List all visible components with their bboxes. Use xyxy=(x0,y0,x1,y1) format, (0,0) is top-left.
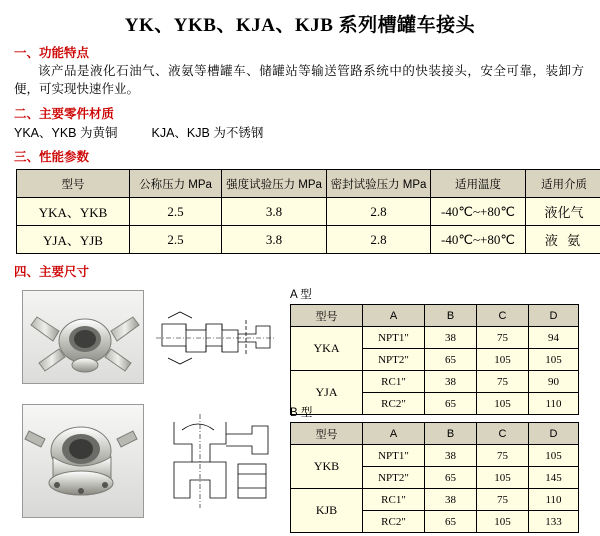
cell-a: RC2" xyxy=(363,511,425,533)
cell-b: 65 xyxy=(425,511,477,533)
th-a: A xyxy=(363,305,425,327)
type-label-a: A 型 xyxy=(290,286,580,302)
material-left-text: YKA、YKB 为黄铜 xyxy=(14,126,118,140)
cell-b: 38 xyxy=(425,371,477,393)
cell-c: 105 xyxy=(477,511,529,533)
cell-a: NPT2" xyxy=(363,467,425,489)
features-paragraph: 该产品是液化石油气、液氨等槽罐车、储罐站等输送管路系统中的快装接头，安全可靠，装卸方便，可实现快速作业。 xyxy=(14,62,584,98)
table-row xyxy=(291,445,579,467)
cell-strength-test-pressure: 3.8 xyxy=(222,198,327,226)
cell-d: 94 xyxy=(529,327,579,349)
th-b: B xyxy=(425,305,477,327)
th-model: 型号 xyxy=(291,423,363,445)
material-right-text: KJA、KJB 为不锈钢 xyxy=(152,126,264,140)
cell-a: RC2" xyxy=(363,393,425,415)
cell-model: YKA、YKB xyxy=(17,198,130,226)
th-c: C xyxy=(477,305,529,327)
table-row xyxy=(291,489,579,511)
th-d: D xyxy=(529,423,579,445)
cell-model: YKA xyxy=(291,327,363,371)
cell-d: 145 xyxy=(529,467,579,489)
dimension-block-a xyxy=(290,286,580,415)
section-heading-material: 二、主要零件材质 xyxy=(14,104,600,122)
th-b: B xyxy=(425,423,477,445)
section-heading-dimensions: 四、主要尺寸 xyxy=(14,262,600,280)
cell-b: 65 xyxy=(425,393,477,415)
cell-b: 38 xyxy=(425,489,477,511)
cell-d: 110 xyxy=(529,393,579,415)
cell-b: 65 xyxy=(425,467,477,489)
th-a: A xyxy=(363,423,425,445)
cell-c: 75 xyxy=(477,489,529,511)
cell-model: YKB xyxy=(291,445,363,489)
section-heading-features: 一、功能特点 xyxy=(14,43,600,61)
cell-nominal-pressure: 2.5 xyxy=(130,226,222,254)
cell-b: 38 xyxy=(425,327,477,349)
th-strength-test-pressure: 强度试验压力 MPa xyxy=(222,170,327,198)
table-header-row xyxy=(291,423,579,445)
product-photo-b xyxy=(22,404,144,518)
cell-a: NPT1" xyxy=(363,327,425,349)
th-seal-test-pressure: 密封试验压力 MPa xyxy=(327,170,431,198)
dimension-block-b xyxy=(290,404,580,533)
material-line xyxy=(14,123,600,141)
cell-model: YJA xyxy=(291,371,363,415)
technical-drawing-b xyxy=(152,404,278,516)
cell-seal-test-pressure: 2.8 xyxy=(327,226,431,254)
cell-strength-test-pressure: 3.8 xyxy=(222,226,327,254)
th-d: D xyxy=(529,305,579,327)
table-row xyxy=(17,198,600,226)
cell-a: RC1" xyxy=(363,371,425,393)
th-c: C xyxy=(477,423,529,445)
table-header-row xyxy=(17,170,600,198)
type-label-b: B 型 xyxy=(290,404,580,420)
cell-c: 75 xyxy=(477,445,529,467)
th-model: 型号 xyxy=(17,170,130,198)
cell-model: KJB xyxy=(291,489,363,533)
table-header-row xyxy=(291,305,579,327)
cell-c: 105 xyxy=(477,467,529,489)
section-heading-performance: 三、性能参数 xyxy=(14,147,600,165)
cell-model: YJA、YJB xyxy=(17,226,130,254)
dimension-table-a xyxy=(290,304,579,415)
performance-table xyxy=(16,169,600,254)
cell-c: 75 xyxy=(477,327,529,349)
cell-b: 38 xyxy=(425,445,477,467)
cell-c: 105 xyxy=(477,393,529,415)
cell-b: 65 xyxy=(425,349,477,371)
product-photo-a xyxy=(22,290,144,384)
th-nominal-pressure: 公称压力 MPa xyxy=(130,170,222,198)
cell-temperature: -40℃~+80℃ xyxy=(431,198,526,226)
dimensions-section xyxy=(0,286,600,536)
cell-nominal-pressure: 2.5 xyxy=(130,198,222,226)
cell-d: 105 xyxy=(529,445,579,467)
cell-a: NPT1" xyxy=(363,445,425,467)
cell-d: 105 xyxy=(529,349,579,371)
page-title: YK、YKB、KJA、KJB 系列槽罐车接头 xyxy=(0,10,600,37)
cell-temperature: -40℃~+80℃ xyxy=(431,226,526,254)
th-medium: 适用介质 xyxy=(526,170,600,198)
th-model: 型号 xyxy=(291,305,363,327)
cell-medium: 液化气 xyxy=(526,198,600,226)
dimension-table-b xyxy=(290,422,579,533)
cell-seal-test-pressure: 2.8 xyxy=(327,198,431,226)
table-row xyxy=(291,371,579,393)
cell-c: 75 xyxy=(477,371,529,393)
cell-a: RC1" xyxy=(363,489,425,511)
cell-medium: 液 氨 xyxy=(526,226,600,254)
cell-a: NPT2" xyxy=(363,349,425,371)
cell-d: 110 xyxy=(529,489,579,511)
th-temperature: 适用温度 xyxy=(431,170,526,198)
technical-drawing-a xyxy=(152,290,278,382)
cell-c: 105 xyxy=(477,349,529,371)
table-row xyxy=(17,226,600,254)
document-page xyxy=(0,10,600,526)
table-row xyxy=(291,327,579,349)
cell-d: 133 xyxy=(529,511,579,533)
cell-d: 90 xyxy=(529,371,579,393)
